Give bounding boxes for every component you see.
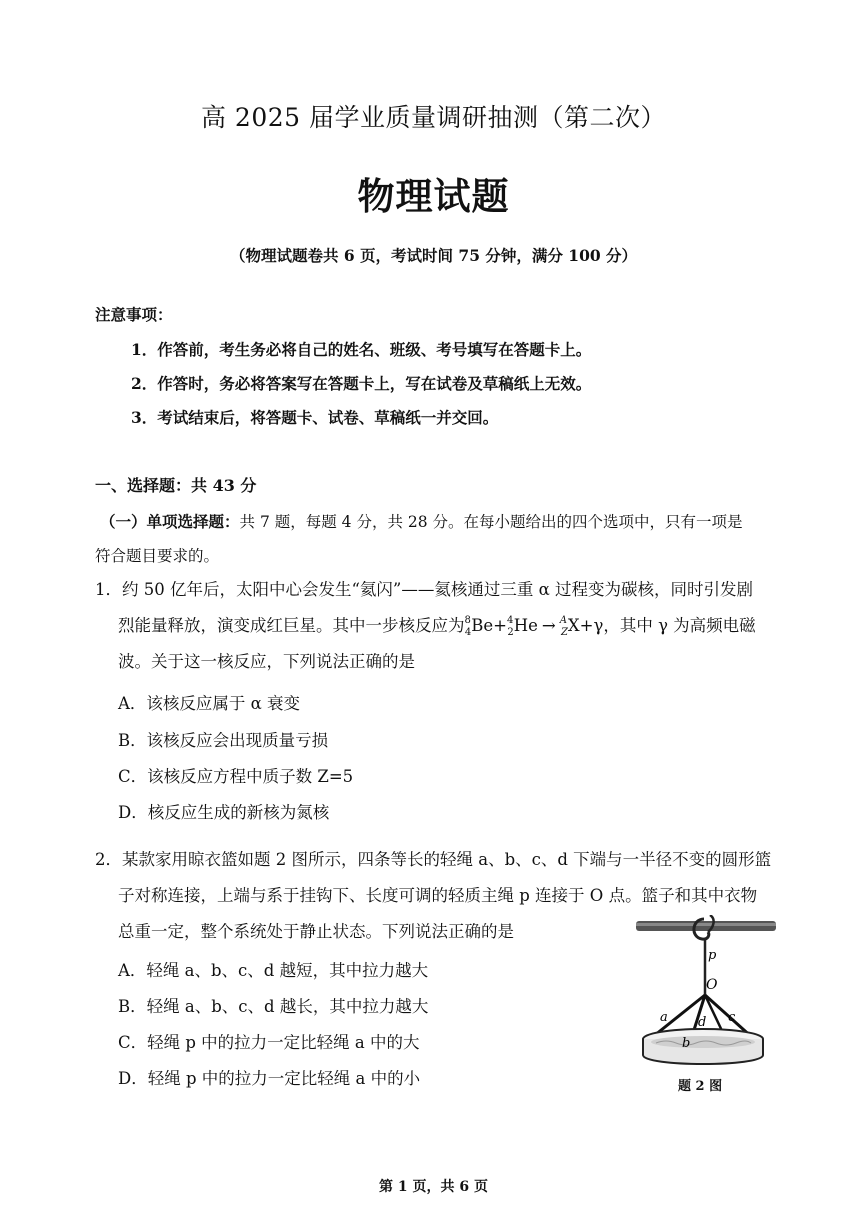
label-p: p bbox=[708, 948, 717, 963]
page-footer: 第 1 页，共 6 页 bbox=[379, 1179, 488, 1195]
q1-text: 烈能量释放，演变成红巨星。其中一步核反应为 bbox=[118, 616, 465, 635]
q2-line: 子对称连接，上端与系于挂钩下、长度可调的轻质主绳 p 连接于 O 点。篮子和其中衣物 bbox=[118, 886, 758, 905]
part-instructions-cont: 符合题目要求的。 bbox=[95, 547, 220, 565]
section-heading: 一、选择题：共 43 分 bbox=[95, 476, 257, 495]
notice-heading: 注意事项： bbox=[95, 305, 173, 324]
exam-info: （物理试题卷共 6 页，考试时间 75 分钟，满分 100 分） bbox=[229, 246, 638, 265]
label-a: a bbox=[660, 1010, 668, 1025]
q1-line: 1．约 50 亿年后，太阳中心会发生“氦闪”——氦核通过三重 α 过程变为碳核，同时引发剧 bbox=[95, 580, 753, 599]
notice-item: 1．作答前，考生务必将自己的姓名、班级、考号填写在答题卡上。 bbox=[131, 340, 592, 359]
part-text: 共 7 题，每题 4 分，共 28 分。在每小题给出的四个选项中，只有一项是 bbox=[239, 513, 743, 531]
q2-option-c: C．轻绳 p 中的拉力一定比轻绳 a 中的大 bbox=[118, 1033, 420, 1052]
q1-option-b: B．该核反应会出现质量亏损 bbox=[118, 731, 329, 750]
subject-title: 物理试题 bbox=[357, 174, 510, 218]
q1-line-equation: 烈能量释放，演变成红巨星。其中一步核反应为$^8_4$Be+$^4_2$He → $^A_Z$X+γ，其中 γ 为高频电磁 bbox=[118, 615, 756, 638]
part-instructions bbox=[100, 510, 743, 532]
notice-item: 2．作答时，务必将答案写在答题卡上，写在试卷及草稿纸上无效。 bbox=[131, 374, 592, 393]
label-b: b bbox=[682, 1036, 691, 1051]
part-label: （一）单项选择题： bbox=[100, 512, 240, 531]
figure-caption: 题 2 图 bbox=[678, 1079, 723, 1094]
q2-option-b: B．轻绳 a、b、c、d 越长，其中拉力越大 bbox=[118, 997, 429, 1016]
nuclide-be: $^8_4$Be bbox=[464, 615, 494, 638]
q2-line: 2．某款家用晾衣篮如题 2 图所示，四条等长的轻绳 a、b、c、d 下端与一半径不变的圆形篮 bbox=[95, 850, 772, 869]
q1-option-a: A．该核反应属于 α 衰变 bbox=[118, 694, 301, 713]
q1-line: 波。关于这一核反应，下列说法正确的是 bbox=[118, 652, 415, 671]
nuclide-he: $^4_2$He bbox=[506, 615, 538, 638]
notice-item: 3．考试结束后，将答题卡、试卷、草稿纸一并交回。 bbox=[131, 408, 499, 427]
q2-line: 总重一定，整个系统处于静止状态。下列说法正确的是 bbox=[118, 922, 514, 941]
label-c: c bbox=[728, 1010, 736, 1025]
q2-option-d: D．轻绳 p 中的拉力一定比轻绳 a 中的小 bbox=[118, 1069, 421, 1088]
nuclide-x: $^A_Z$X bbox=[559, 615, 580, 638]
q1-option-c: C．该核反应方程中质子数 Z=5 bbox=[118, 767, 354, 786]
q2-option-a: A．轻绳 a、b、c、d 越短，其中拉力越大 bbox=[118, 961, 429, 980]
label-o: O bbox=[706, 977, 718, 993]
q1-option-d: D．核反应生成的新核为氮核 bbox=[118, 803, 330, 822]
exam-title: 高 2025 届学业质量调研抽测（第二次） bbox=[200, 103, 667, 132]
label-d: d bbox=[698, 1015, 707, 1030]
laundry-basket-figure bbox=[636, 915, 776, 1075]
